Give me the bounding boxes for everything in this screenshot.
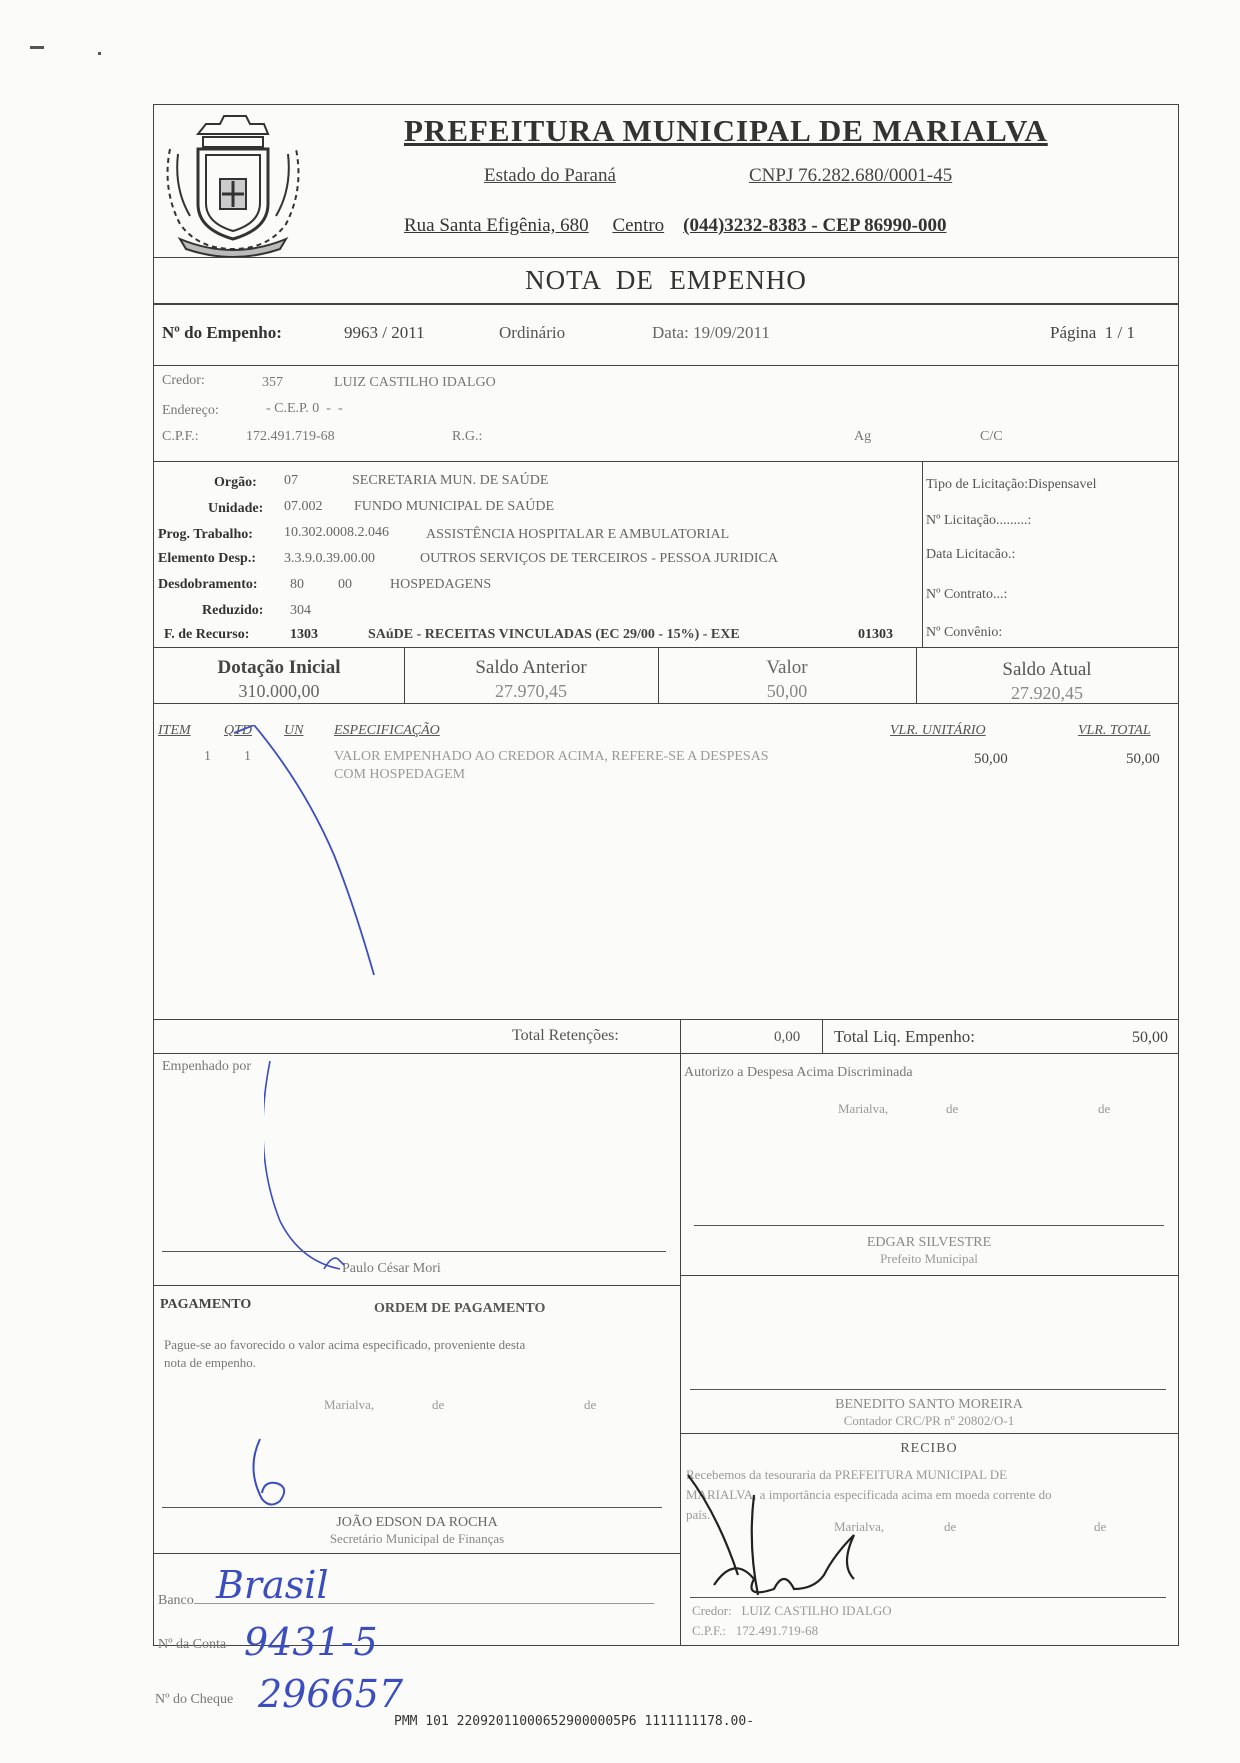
empenhado-signer: Paulo César Mori bbox=[342, 1261, 441, 1276]
total-liq-label: Total Liq. Empenho: bbox=[834, 1027, 975, 1046]
recibo-cpf-label: C.P.F.: bbox=[692, 1623, 727, 1638]
autorizo-role: Prefeito Municipal bbox=[880, 1251, 978, 1266]
desdobramento-label: Desdobramento: bbox=[158, 577, 258, 592]
recibo-text-line2: MARIALVA, a importância especificada acima em moeda corrente do bbox=[686, 1487, 1052, 1502]
divider bbox=[154, 461, 1178, 462]
recurso-name: SAúDE - RECEITAS VINCULADAS (EC 29/00 - 15%) - EXE bbox=[368, 627, 740, 642]
qtd-header: QTD bbox=[224, 723, 253, 738]
pagamento-signer: JOÃO EDSON DA ROCHA bbox=[336, 1515, 498, 1530]
empenho-number: 9963 / 2011 bbox=[344, 323, 425, 342]
divider bbox=[922, 461, 923, 647]
endereco-value: - C.E.P. 0 - - bbox=[266, 401, 343, 416]
divider bbox=[680, 1053, 681, 1645]
empenho-type: Ordinário bbox=[499, 323, 566, 342]
recibo-credor-name: LUIZ CASTILHO IDALGO bbox=[741, 1603, 892, 1618]
endereco-label: Endereço: bbox=[162, 403, 219, 418]
unidade-code: 07.002 bbox=[284, 499, 323, 514]
recibo-de2: de bbox=[1094, 1519, 1107, 1534]
recibo-de1: de bbox=[944, 1519, 957, 1534]
autorizo-label: Autorizo a Despesa Acima Discriminada bbox=[684, 1065, 913, 1080]
ordem-pagamento-label: ORDEM DE PAGAMENTO bbox=[374, 1301, 546, 1316]
autorizo-signer: EDGAR SILVESTRE bbox=[866, 1235, 992, 1250]
especificacao-line1: VALOR EMPENHADO AO CREDOR ACIMA, REFERE-SE A DESPESAS bbox=[334, 749, 769, 764]
divider bbox=[680, 1275, 1178, 1276]
recurso-label: F. de Recurso: bbox=[164, 627, 250, 642]
banco-handwritten: Brasil bbox=[216, 1563, 329, 1607]
desdobramento-code: 80 bbox=[290, 577, 304, 592]
recibo-place: Marialva, bbox=[834, 1519, 885, 1534]
vlr-unitario-header: VLR. UNITÁRIO bbox=[890, 723, 986, 738]
pagamento-place: Marialva, bbox=[324, 1397, 375, 1412]
recibo-text-line1: Recebemos da tesouraria da PREFEITURA MUNICIPAL DE bbox=[686, 1467, 1008, 1482]
n-contrato: Nº Contrato...: bbox=[926, 587, 1008, 602]
recibo-cpf bbox=[692, 1623, 818, 1639]
page-number: 1 / 1 bbox=[1104, 323, 1136, 342]
credor-code: 357 bbox=[262, 375, 283, 390]
n-licitacao: Nº Licitação.........: bbox=[926, 513, 1032, 528]
n-convenio: Nº Convênio: bbox=[926, 625, 1003, 640]
signature-line bbox=[694, 1225, 1164, 1226]
recibo-credor bbox=[692, 1603, 892, 1619]
prefeitura-title: PREFEITURA MUNICIPAL DE MARIALVA bbox=[404, 113, 1048, 148]
valor-label: Valor bbox=[766, 657, 808, 678]
total-liq-value: 50,00 bbox=[1132, 1029, 1168, 1046]
total-retencoes-value: 0,00 bbox=[774, 1029, 801, 1045]
pagamento-de2: de bbox=[584, 1397, 597, 1412]
pagamento-initial-mark bbox=[246, 1435, 306, 1526]
unidade-label: Unidade: bbox=[208, 501, 264, 516]
elemento-name: OUTROS SERVIÇOS DE TERCEIROS - PESSOA JURIDICA bbox=[420, 551, 779, 566]
strike-line-icon bbox=[224, 725, 384, 995]
phone-cep-text: (044)3232-8383 - CEP 86990-000 bbox=[683, 215, 947, 236]
banco-line bbox=[194, 1603, 654, 1604]
divider bbox=[154, 647, 1178, 648]
prog-trabalho-label: Prog. Trabalho: bbox=[158, 527, 253, 542]
banco-label: Banco bbox=[158, 1593, 194, 1608]
recibo-cpf-value: 172.491.719-68 bbox=[735, 1623, 819, 1638]
credor-signature-icon bbox=[684, 1455, 894, 1615]
reduzido-label: Reduzido: bbox=[202, 603, 264, 618]
especificacao-line2: COM HOSPEDAGEM bbox=[334, 767, 466, 782]
autorizo-place: Marialva, bbox=[838, 1101, 889, 1116]
divider bbox=[154, 365, 1178, 366]
contador-signer: BENEDITO SANTO MOREIRA bbox=[835, 1397, 1023, 1412]
valor-value: 50,00 bbox=[766, 681, 808, 701]
dotacao-inicial-label: Dotação Inicial bbox=[217, 657, 341, 678]
recibo-text-line3: país. bbox=[686, 1507, 711, 1522]
pagamento-role: Secretário Municipal de Finanças bbox=[329, 1531, 505, 1546]
conta-handwritten: 9431-5 bbox=[244, 1620, 378, 1664]
total-retencoes-label: Total Retenções: bbox=[512, 1027, 619, 1044]
saldo-atual-label: Saldo Atual bbox=[1002, 659, 1092, 680]
unidade-name: FUNDO MUNICIPAL DE SAÚDE bbox=[354, 499, 555, 514]
nota-de-empenho-form bbox=[153, 104, 1179, 1652]
un-header: UN bbox=[284, 723, 304, 738]
conta-label: Nº da Conta bbox=[158, 1637, 227, 1652]
pagamento-label: PAGAMENTO bbox=[160, 1297, 252, 1312]
street-text: Rua Santa Efigênia, 680 bbox=[404, 215, 589, 236]
vlr-unitario-cell: 50,00 bbox=[974, 751, 1008, 767]
contador-role: Contador CRC/PR nº 20802/O-1 bbox=[843, 1413, 1015, 1428]
cnpj-text: CNPJ 76.282.680/0001-45 bbox=[749, 165, 953, 186]
autorizo-de1: de bbox=[946, 1101, 959, 1116]
qtd-cell: 1 bbox=[244, 749, 251, 764]
credor-label: Credor: bbox=[162, 373, 205, 388]
divider bbox=[822, 1019, 823, 1053]
saldo-anterior-value: 27.970,45 bbox=[495, 681, 567, 701]
divider bbox=[154, 1285, 680, 1286]
signature-mark-icon bbox=[264, 1055, 384, 1275]
doc-title: NOTA DE EMPENHO bbox=[525, 265, 807, 295]
scan-speck bbox=[98, 52, 101, 55]
cheque-handwritten: 296657 bbox=[258, 1672, 404, 1716]
recibo-label: RECIBO bbox=[900, 1441, 958, 1456]
divider bbox=[680, 1433, 1178, 1434]
item-header: ITEM bbox=[158, 723, 191, 738]
divider bbox=[154, 1553, 680, 1554]
handwritten-initial-icon bbox=[246, 1435, 306, 1515]
orgao-label: Orgão: bbox=[214, 475, 257, 490]
scan-speck bbox=[30, 46, 44, 49]
divider bbox=[154, 1019, 1178, 1020]
pagamento-de1: de bbox=[432, 1397, 445, 1412]
desdobramento-sub: 00 bbox=[338, 577, 352, 592]
prog-trabalho-name: ASSISTÊNCIA HOSPITALAR E AMBULATORIAL bbox=[426, 527, 730, 542]
pagamento-text-line1: Pague-se ao favorecido o valor acima especificado, proveniente desta bbox=[164, 1337, 526, 1352]
orgao-code: 07 bbox=[284, 473, 298, 488]
empenhado-por-label: Empenhado por bbox=[162, 1059, 252, 1074]
divider bbox=[154, 703, 1178, 704]
address-line bbox=[404, 215, 947, 237]
especificacao-header: ESPECIFICAÇÃO bbox=[334, 723, 440, 738]
divider bbox=[680, 1019, 681, 1053]
ag-label: Ag bbox=[854, 429, 872, 444]
page-indicator bbox=[1050, 323, 1135, 343]
cpf-value: 172.491.719-68 bbox=[246, 429, 335, 444]
cheque-label: Nº do Cheque bbox=[155, 1692, 234, 1707]
recurso-code: 1303 bbox=[290, 627, 318, 642]
divider bbox=[154, 1053, 1178, 1054]
saldo-anterior-label: Saldo Anterior bbox=[475, 657, 587, 678]
vlr-total-cell: 50,00 bbox=[1126, 751, 1160, 767]
reduzido-value: 304 bbox=[290, 603, 311, 618]
elemento-code: 3.3.9.0.39.00.00 bbox=[284, 551, 375, 566]
empenho-date: Data: 19/09/2011 bbox=[652, 323, 770, 342]
desdobramento-name: HOSPEDAGENS bbox=[390, 577, 492, 592]
cpf-label: C.P.F.: bbox=[162, 429, 199, 444]
page-label: Página bbox=[1050, 323, 1097, 342]
district-text: Centro bbox=[612, 215, 665, 236]
orgao-name: SECRETARIA MUN. DE SAÚDE bbox=[352, 473, 549, 488]
cc-label: C/C bbox=[980, 429, 1003, 444]
elemento-label: Elemento Desp.: bbox=[158, 551, 256, 566]
recurso-code2: 01303 bbox=[858, 627, 893, 642]
empenho-number-label: Nº do Empenho: bbox=[162, 323, 282, 342]
tipo-licitacao: Tipo de Licitação:Dispensavel bbox=[926, 477, 1097, 492]
municipal-crest-icon bbox=[158, 109, 308, 259]
saldo-atual-value: 27.920,45 bbox=[1011, 683, 1083, 703]
dotacao-inicial-value: 310.000,00 bbox=[238, 681, 320, 701]
estado-text: Estado do Paraná bbox=[484, 165, 616, 186]
prog-trabalho-code: 10.302.0008.2.046 bbox=[284, 525, 389, 540]
divider bbox=[154, 303, 1178, 305]
item-cell: 1 bbox=[204, 749, 211, 764]
barcode-text: PMM 101 220920110006529000005P6 1111111178.00- bbox=[394, 1714, 755, 1729]
data-licitacao: Data Licitacão.: bbox=[926, 547, 1016, 562]
recibo-credor-label: Credor: bbox=[692, 1603, 732, 1618]
signature-line bbox=[162, 1251, 666, 1252]
signature-line bbox=[690, 1389, 1166, 1390]
rg-label: R.G.: bbox=[452, 429, 483, 444]
signature-line bbox=[162, 1507, 662, 1508]
divider bbox=[154, 257, 1178, 258]
credor-name: LUIZ CASTILHO IDALGO bbox=[334, 375, 496, 390]
signature-line bbox=[690, 1597, 1166, 1598]
autorizo-de2: de bbox=[1098, 1101, 1111, 1116]
pagamento-text-line2: nota de empenho. bbox=[164, 1355, 257, 1370]
vlr-total-header: VLR. TOTAL bbox=[1078, 723, 1151, 738]
